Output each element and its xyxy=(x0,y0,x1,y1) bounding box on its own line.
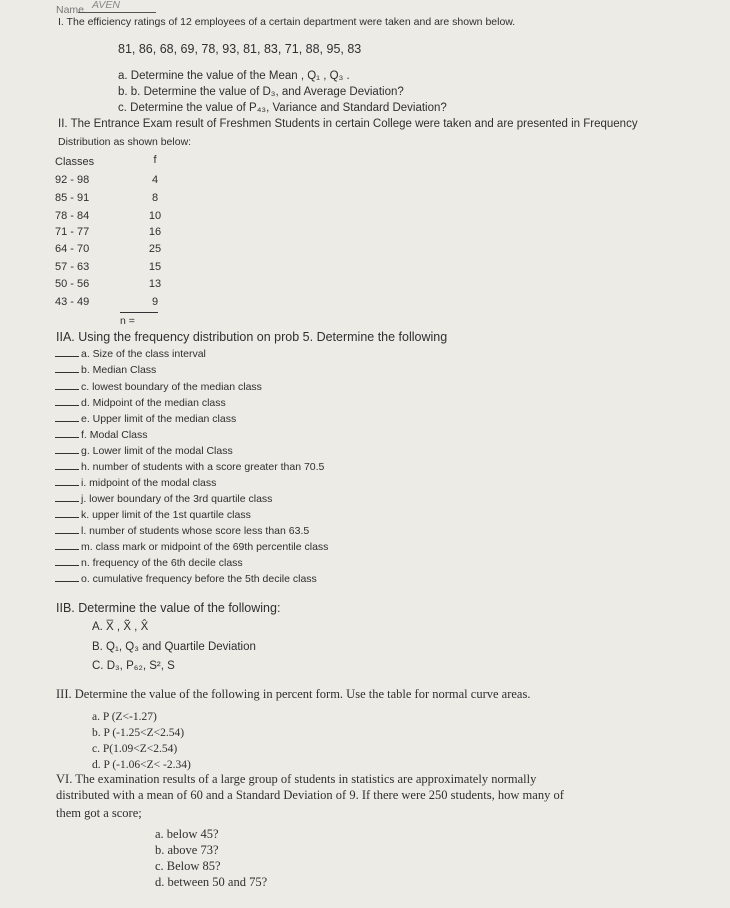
table-row-class: 57 - 63 xyxy=(55,261,90,273)
list-item xyxy=(55,492,272,505)
list-item-text: g. Lower limit of the modal Class xyxy=(81,445,233,457)
n-label: n = xyxy=(120,315,135,327)
answer-blank[interactable] xyxy=(55,380,79,390)
answer-blank[interactable] xyxy=(55,556,79,566)
part1-item-a: a. Determine the value of the Mean , Q₁ , Q₃ . xyxy=(118,70,350,82)
answer-blank[interactable] xyxy=(55,540,79,550)
list-item-text: i. midpoint of the modal class xyxy=(81,477,217,489)
name-label: Name xyxy=(56,4,85,16)
name-value: AVEN xyxy=(92,0,121,11)
part2-intro-line2: Distribution as shown below: xyxy=(58,136,192,148)
part3-item: b. P (-1.25<Z<2.54) xyxy=(92,727,185,739)
list-item-text: l. number of students whose score less than 63.5 xyxy=(81,525,310,537)
part6-line1: VI. The examination results of a large group of students in statistics are approximately normally xyxy=(56,772,537,786)
list-item xyxy=(55,508,251,521)
part1-item-c: c. Determine the value of P₄₃, Variance and Standard Deviation? xyxy=(118,102,447,114)
list-item-text: h. number of students with a score greater than 70.5 xyxy=(81,461,325,473)
table-row-f: 9 xyxy=(151,296,159,308)
part6-item: a. below 45? xyxy=(155,827,219,841)
part3-title: III. Determine the value of the following in percent form. Use the table for normal curve areas. xyxy=(56,687,531,701)
answer-blank[interactable] xyxy=(55,347,79,357)
part2-intro-line1: II. The Entrance Exam result of Freshmen Students in certain College were taken and are presented in Frequency xyxy=(58,118,638,130)
list-item xyxy=(55,347,206,360)
table-row-class: 50 - 56 xyxy=(55,278,90,290)
answer-blank[interactable] xyxy=(55,460,79,470)
part6-item: c. Below 85? xyxy=(155,859,221,873)
list-item xyxy=(55,524,309,537)
answer-blank[interactable] xyxy=(55,508,79,518)
part2a-title: IIA. Using the frequency distribution on prob 5. Determine the following xyxy=(56,330,448,344)
table-row-f: 10 xyxy=(148,210,162,222)
table-row-f: 8 xyxy=(151,192,159,204)
table-row-f: 25 xyxy=(148,243,162,255)
answer-blank[interactable] xyxy=(55,572,79,582)
list-item xyxy=(55,412,236,425)
list-item xyxy=(55,540,328,553)
part3-item: c. P(1.09<Z<2.54) xyxy=(92,743,178,755)
list-item-text: e. Upper limit of the median class xyxy=(81,413,237,425)
list-item-text: c. lowest boundary of the median class xyxy=(81,381,262,393)
part3-item: d. P (-1.06<Z< -2.34) xyxy=(92,759,191,771)
answer-blank[interactable] xyxy=(55,524,79,534)
list-item xyxy=(55,380,262,393)
part6-line2: distributed with a mean of 60 and a Standard Deviation of 9. If there were 250 students, how many of xyxy=(56,788,564,802)
part6-item: b. above 73? xyxy=(155,843,219,857)
list-item xyxy=(55,572,317,585)
list-item xyxy=(55,428,148,441)
part2b-item-b: B. Q₁, Q₃ and Quartile Deviation xyxy=(92,641,256,653)
answer-blank[interactable] xyxy=(55,428,79,438)
table-row-f: 15 xyxy=(148,261,162,273)
answer-blank[interactable] xyxy=(55,363,79,373)
table-row-class: 64 - 70 xyxy=(55,243,90,255)
column-header-f: f xyxy=(153,154,157,166)
table-row-f: 16 xyxy=(148,226,162,238)
part6-item: d. between 50 and 75? xyxy=(155,875,268,889)
table-row-class: 78 - 84 xyxy=(55,210,90,222)
list-item-text: j. lower boundary of the 3rd quartile class xyxy=(81,493,273,505)
list-item-text: o. cumulative frequency before the 5th decile class xyxy=(81,573,317,585)
part2b-item-a: A. X̅ , X̃ , X̂ xyxy=(92,621,149,633)
list-item xyxy=(55,444,233,457)
table-row-f: 13 xyxy=(148,278,162,290)
column-header-classes: Classes xyxy=(55,156,95,168)
list-item-text: n. frequency of the 6th decile class xyxy=(81,557,243,569)
table-row-class: 85 - 91 xyxy=(55,192,90,204)
answer-blank[interactable] xyxy=(55,476,79,486)
table-row-f: 4 xyxy=(151,174,159,186)
part2b-title: IIB. Determine the value of the following: xyxy=(56,601,281,615)
list-item xyxy=(55,363,156,376)
answer-blank[interactable] xyxy=(55,444,79,454)
part6-line3: them got a score; xyxy=(56,806,142,820)
list-item xyxy=(55,396,226,409)
list-item-text: b. Median Class xyxy=(81,364,157,376)
table-row-class: 43 - 49 xyxy=(55,296,90,308)
list-item-text: f. Modal Class xyxy=(81,429,148,441)
part1-item-b: b. b. Determine the value of D₃, and Average Deviation? xyxy=(118,86,404,98)
answer-blank[interactable] xyxy=(55,396,79,406)
list-item-text: d. Midpoint of the median class xyxy=(81,397,226,409)
answer-blank[interactable] xyxy=(55,492,79,502)
list-item-text: m. class mark or midpoint of the 69th percentile class xyxy=(81,541,329,553)
part1-data: 81, 86, 68, 69, 78, 93, 81, 83, 71, 88, 95, 83 xyxy=(118,42,362,56)
name-underline xyxy=(78,12,156,13)
table-row-class: 71 - 77 xyxy=(55,226,90,238)
part1-intro: I. The efficiency ratings of 12 employees of a certain department were taken and are shown below. xyxy=(58,16,516,28)
table-row-class: 92 - 98 xyxy=(55,174,90,186)
answer-blank[interactable] xyxy=(55,412,79,422)
list-item-text: a. Size of the class interval xyxy=(81,348,206,360)
sum-line xyxy=(120,312,158,313)
list-item xyxy=(55,476,216,489)
list-item xyxy=(55,556,243,569)
list-item-text: k. upper limit of the 1st quartile class xyxy=(81,509,251,521)
part3-item: a. P (Z<-1.27) xyxy=(92,711,157,723)
part2b-item-c: C. D₃, P₆₂, S², S xyxy=(92,660,175,672)
list-item xyxy=(55,460,324,473)
